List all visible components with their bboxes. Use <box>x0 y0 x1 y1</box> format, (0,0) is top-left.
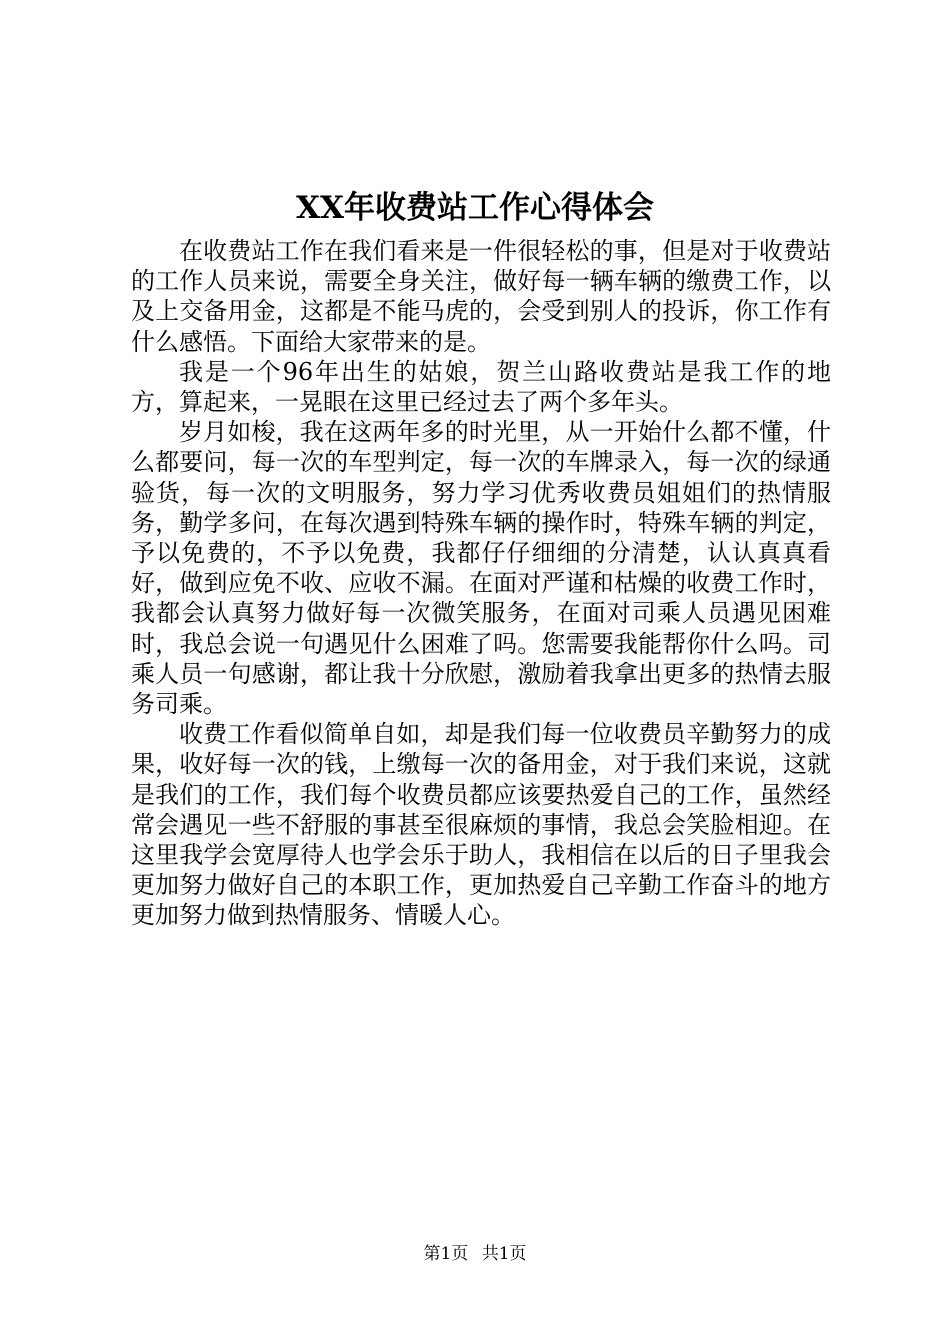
paragraph-self-intro: 我是一个96年出生的姑娘，贺兰山路收费站是我工作的地方，算起来，一晃眼在这里已经过去了两个多年头。 <box>131 357 831 417</box>
paragraph-intro: 在收费站工作在我们看来是一件很轻松的事，但是对于收费站的工作人员来说，需要全身关注，做好每一辆车辆的缴费工作，以及上交备用金，这都是不能马虎的，会受到别人的投诉，你工作有什么感悟。下面给大家带来的是。 <box>131 237 831 356</box>
page-number: 第1页 <box>423 1244 469 1264</box>
page-title: XX年收费站工作心得体会 <box>295 190 655 226</box>
page-footer <box>0 1242 950 1266</box>
paragraph-experience: 岁月如梭，我在这两年多的时光里，从一开始什么都不懂，什么都要问，每一次的车型判定，每一次的车牌录入，每一次的绿通验货，每一次的文明服务，努力学习优秀收费员姐姐们的热情服务，勤学多问，在每次遇到特殊车辆的操作时，特殊车辆的判定，予以免费的，不予以免费，我都仔仔细细的分清楚，认认真真看好，做到应免不收、应收不漏。在面对严谨和枯燥的收费工作时，我都会认真努力做好每一次微笑服务，在面对司乘人员遇见困难时，我总会说一句遇见什么困难了吗。您需要我能帮你什么吗。司乘人员一句感谢，都让我十分欣慰，激励着我拿出更多的热情去服务司乘。 <box>131 418 831 719</box>
paragraph-conclusion: 收费工作看似简单自如，却是我们每一位收费员辛勤努力的成果，收好每一次的钱，上缴每一次的备用金，对于我们来说，这就是我们的工作，我们每个收费员都应该要热爱自己的工作，虽然经常会遇见一些不舒服的事甚至很麻烦的事情，我总会笑脸相迎。在这里我学会宽厚待人也学会乐于助人，我相信在以后的日子里我会更加努力做好自己的本职工作，更加热爱自己辛勤工作奋斗的地方更加努力做到热情服务、情暖人心。 <box>131 720 831 930</box>
page-total: 共1页 <box>481 1244 527 1264</box>
document-body <box>131 236 831 931</box>
